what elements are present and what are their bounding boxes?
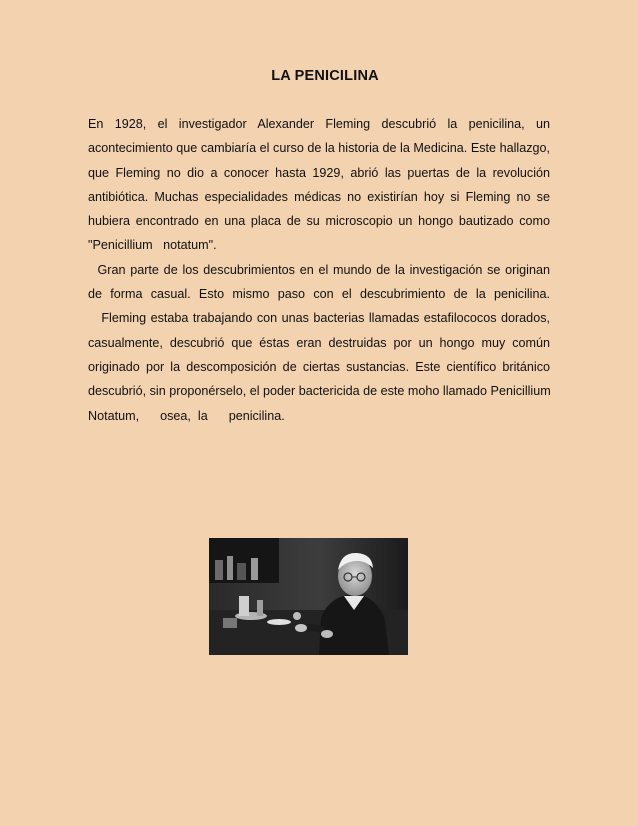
paragraph-line: Gran parte de los descubrimientos en el mundo de la investigación se originan [88, 262, 550, 277]
document-body [88, 112, 550, 428]
paragraph-line: de forma casual. Esto mismo paso con el descubrimiento de la penicilina. [88, 287, 550, 302]
paragraph-line: que Fleming no dio a conocer hasta 1929, abrió las puertas de la revolución [88, 165, 550, 180]
paragraph-line: hubiera encontrado en una placa de su microscopio un hongo bautizado como [88, 214, 550, 229]
paragraph-line: En 1928, el investigador Alexander Fleming descubrió la penicilina, un [88, 117, 550, 131]
fleming-lab-photo [209, 538, 408, 655]
paragraph-line: originado por la descomposición de ciertas sustancias. Este científico británico [88, 359, 550, 374]
paragraph-line: descubrió, sin proponérselo, el poder bactericida de este moho llamado Penicillium [88, 384, 551, 399]
paragraph-line: antibiótica. Muchas especialidades médicas no existirían hoy si Fleming no se [88, 189, 550, 204]
paragraph-line: "Penicillium notatum". [88, 238, 217, 253]
paragraph-line: Fleming estaba trabajando con unas bacterias llamadas estafilococos dorados, [88, 311, 550, 326]
document-title: LA PENICILINA [271, 68, 379, 84]
paragraph-line: Notatum, osea, la penicilina. [88, 408, 285, 423]
paragraph-line: casualmente, descubrió que éstas eran destruidas por un hongo muy común [88, 335, 550, 350]
paragraph-line: acontecimiento que cambiaría el curso de la historia de la Medicina. Este hallazgo, [88, 141, 550, 156]
photo-illustration [209, 538, 408, 655]
